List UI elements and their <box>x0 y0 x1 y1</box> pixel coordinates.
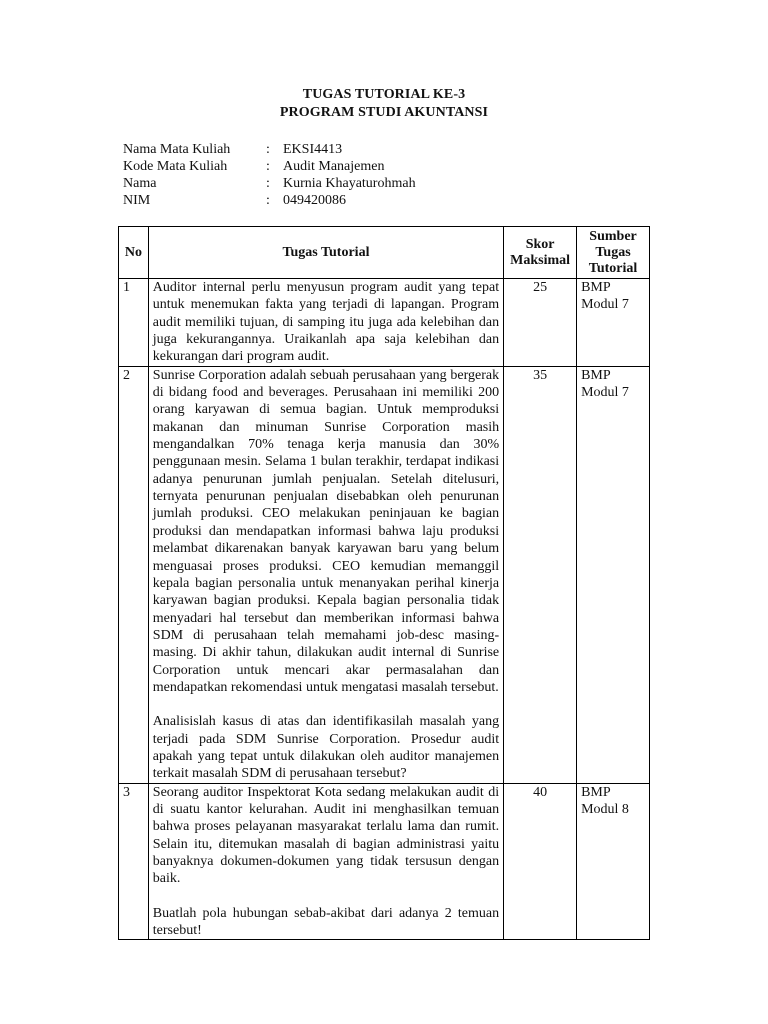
source-line1: BMP <box>581 784 611 800</box>
header-source-line3: Tutorial <box>588 260 638 276</box>
header-no: No <box>119 227 149 279</box>
info-colon: : <box>266 159 270 174</box>
header-source-line1: Sumber <box>589 228 637 244</box>
info-row-student-name <box>123 175 416 192</box>
tutorial-task-table <box>118 226 650 940</box>
source-line2: Modul 7 <box>581 385 629 401</box>
task-source <box>577 783 650 940</box>
info-label: Nama Mata Kuliah <box>123 142 231 157</box>
info-colon: : <box>266 193 270 208</box>
paragraph-gap <box>153 696 499 713</box>
max-score: 40 <box>504 783 577 940</box>
info-colon: : <box>266 176 270 191</box>
document-title: TUGAS TUTORIAL KE-3 <box>302 87 466 102</box>
task-paragraph: Seorang auditor Inspektorat Kota sedang melakukan audit di di suatu kantor kelurahan. Audit ini menghasilkan temuan bahwa proses pelayanan masyarakat terlalu lama dan rumit. Selain itu, ditemukan masalah di bagian administrasi yaitu banyaknya dokumen-dokumen yang tidak tersusun dengan baik. <box>152 784 500 887</box>
header-source-line2: Tugas <box>595 244 631 260</box>
info-label: Nama <box>123 176 157 191</box>
info-row-student-id <box>123 192 416 209</box>
source-line1: BMP <box>581 367 611 383</box>
task-text <box>148 783 503 940</box>
task-paragraph: Auditor internal perlu menyusun program audit yang tepat untuk menemukan fakta yang terjadi di lapangan. Program audit memiliki tujuan, di samping itu juga ada kelebihan dan juga kekurangannya. Uraikanlah apa saja kelebihan dan kekurangan dari program audit. <box>152 280 500 365</box>
task-question: Analisislah kasus di atas dan identifikasilah masalah yang terjadi pada SDM Sunrise Corporation. Prosedur audit apakah yang tepat untuk dilakukan oleh auditor manajemen terkait masalah SDM di perusahaan tersebut? <box>152 714 500 782</box>
info-label: NIM <box>123 193 151 208</box>
task-text <box>148 279 503 367</box>
table-row <box>119 279 650 367</box>
task-source <box>577 279 650 367</box>
row-number: 2 <box>119 366 149 783</box>
header-task: Tugas Tutorial <box>148 227 503 279</box>
task-question: Buatlah pola hubungan sebab-akibat dari adanya 2 temuan tersebut! <box>152 905 500 939</box>
paragraph-gap <box>153 888 499 905</box>
source-line1: BMP <box>581 280 611 295</box>
task-paragraph: Sunrise Corporation adalah sebuah perusahaan yang bergerak di bidang food and beverages. Perusahaan ini memiliki 200 orang karyawan di semua bagian. Untuk memproduksi makanan dan minuman Sunrise Corporation masih mengandalkan 70% tenaga kerja manusia dan 30% penggunaan mesin. Selama 1 bulan terakhir, terdapat indikasi adanya penurunan jumlah penjualan. Setelah ditelusuri, ternyata penurunan penjualan disebabkan oleh penurunan jumlah produksi. CEO melakukan peninjauan ke bagian produksi dan mendapatkan informasi bahwa laju produksi melambat dikarenakan banyak karyawan baru yang belum menguasai proses produksi. CEO kemudian memanggil kepala bagian personalia untuk menanyakan perihal kinerja karyawan bagian produksi. Kepala bagian personalia tidak menyadari hal tersebut dan memberikan informasi bahwa SDM di perusahaan telah memahami job-desc masing-masing. Di akhir tahun, dilakukan audit internal di Sunrise Corporation untuk mencari akar permasalahan dan mendapatkan rekomendasi untuk mengatasi masalah tersebut. <box>152 367 500 695</box>
max-score: 35 <box>504 366 577 783</box>
row-number: 3 <box>119 783 149 940</box>
course-info <box>123 141 416 209</box>
table-row <box>119 366 650 783</box>
info-row-course-code <box>123 158 416 175</box>
info-value: 049420086 <box>283 193 346 208</box>
table-header-row <box>119 227 650 279</box>
header-source <box>577 227 650 279</box>
program-title: PROGRAM STUDI AKUNTANSI <box>279 105 489 120</box>
header-max-score-line1: Skor <box>525 236 555 252</box>
source-line2: Modul 7 <box>581 297 629 313</box>
info-row-course-name <box>123 141 416 158</box>
header-max-score-line2: Maksimal <box>510 252 571 268</box>
header-max-score <box>504 227 577 279</box>
row-number: 1 <box>119 279 149 367</box>
info-value: Kurnia Khayaturohmah <box>283 176 416 191</box>
info-value: EKSI4413 <box>283 142 343 157</box>
task-text <box>148 366 503 783</box>
task-source <box>577 366 650 783</box>
source-line2: Modul 8 <box>581 801 629 817</box>
info-colon: : <box>266 142 270 157</box>
max-score: 25 <box>504 279 577 367</box>
info-label: Kode Mata Kuliah <box>123 159 228 174</box>
table-row <box>119 783 650 940</box>
info-value: Audit Manajemen <box>283 159 385 174</box>
